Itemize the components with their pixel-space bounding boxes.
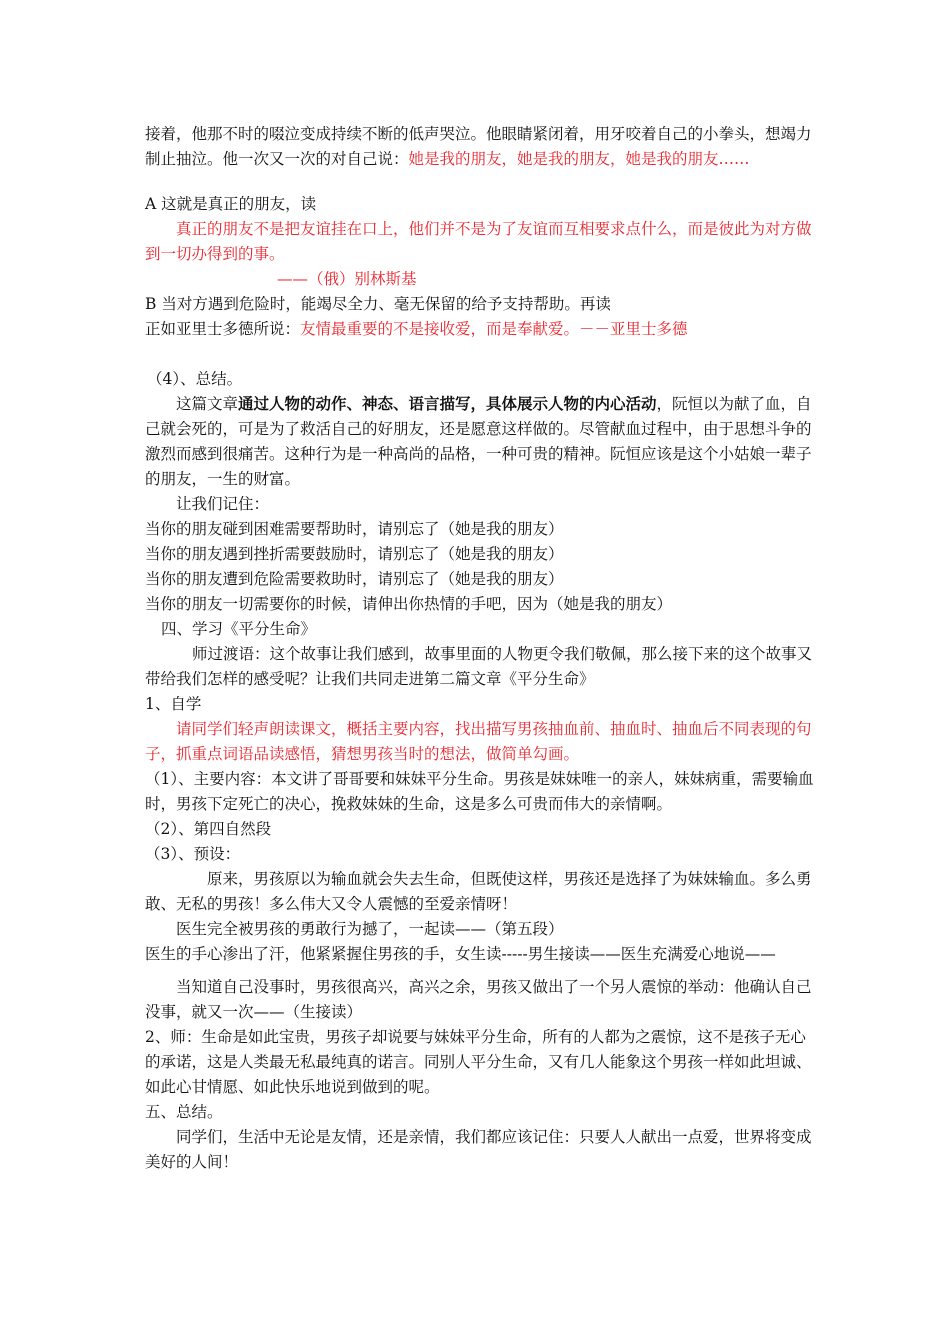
remember-line: 当你的朋友一切需要你的时候，请伸出你热情的手吧，因为（她是我的朋友） [145,595,673,613]
final-text: 同学们，生活中无论是友情，还是亲情，我们都应该记住：只要人人献出一点爱，世界将变成美好的人间！ [145,1128,812,1171]
summary-bold: 通过人物的动作、神态、语言描写，具体展示人物的内心活动 [238,395,657,413]
remember-line: 当你的朋友遇到挫折需要鼓励时，请别忘了（她是我的朋友） [145,545,564,563]
self-study-task: 请同学们轻声朗读课文，概括主要内容，找出描写男孩抽血前、抽血时、抽血后不同表现的句子，抓重点词语品读感悟，猜想男孩当时的想法，做简单勾画。 [145,720,812,763]
summary-pre: 这篇文章 [176,395,239,413]
teacher-transition: 师过渡语：这个故事让我们感到，故事里面的人物更令我们敬佩，那么接下来的这个故事又带给我们怎样的感受呢？让我们共同走进第二篇文章《平分生命》 [145,645,813,688]
point-b: B 当对方遇到危险时，能竭尽全力、毫无保留的给予支持帮助。再读 [145,295,611,313]
aristotle-line [145,317,815,342]
intro-text: 接着，他那不时的啜泣变成持续不断的低声哭泣。他眼睛紧闭着，用牙咬着自己的小拳头，想竭力制止抽泣。他一次又一次的对自己说： [145,125,812,168]
quote-belinsky: 真正的朋友不是把友谊挂在口上，他们并不是为了友谊而互相要求点什么，而是彼此为对方做到一切办得到的事。 [145,220,812,263]
quote-belinsky-attribution: ——（俄）别林斯基 [277,270,417,288]
document-page [145,122,815,1175]
self-study-heading: 1、自学 [145,695,202,713]
teacher-2: 2、师：生命是如此宝贵，男孩子却说要与妹妹平分生命，所有的人都为之震惊，这不是孩子无心的承诺，这是人类最无私最纯真的诺言。同别人平分生命，又有几人能象这个男孩一样如此坦诚、如此心甘情愿、如此快乐地说到做到的呢。 [145,1028,812,1096]
doctor-hand: 医生的手心渗出了汗，他紧紧握住男孩的手，女生读-----男生接读——医生充满爱心地说—— [145,945,776,963]
preset-text: 原来，男孩原以为输血就会失去生命，但既使这样，男孩还是选择了为妹妹输血。多么勇敢、无私的男孩！多么伟大又令人震憾的至爱亲情呀！ [145,870,812,913]
point-a: A 这就是真正的朋友，读 [145,195,317,213]
intro-red-text: 她是我的朋友，她是我的朋友，她是我的朋友…… [408,150,750,168]
remember-line: 当你的朋友碰到困难需要帮助时，请别忘了（她是我的朋友） [145,520,564,538]
aristotle-prefix: 正如亚里士多德所说： [145,320,301,338]
summary-paragraph [145,392,815,492]
item-2: （2）、第四自然段 [145,820,272,838]
intro-paragraph [145,122,815,172]
know-line: 当知道自己没事时，男孩很高兴，高兴之余，男孩又做出了一个另人震惊的举动：他确认自己没事，就又一次——（生接读） [145,978,812,1021]
aristotle-quote: 友情最重要的不是接收爱，而是奉献爱。－－亚里士多德 [300,320,688,338]
main-content: （1）、主要内容：本文讲了哥哥要和妹妹平分生命。男孩是妹妹唯一的亲人，妹妹病重，需要输血时，男孩下定死亡的决心，挽救妹妹的生命，这是多么可贵而伟大的亲情啊。 [145,770,814,813]
doctor-line: 医生完全被男孩的勇敢行为撼了，一起读——（第五段） [176,920,564,938]
summary-heading: （4）、总结。 [147,370,243,388]
item-3: （3）、预设： [145,845,241,863]
remember-intro: 让我们记住： [176,495,270,513]
summary-post: ，阮恒以为献了血，自己就会死的，可是为了救活自己的好朋友，还是愿意这样做的。尽管献血过程中，由于思想斗争的激烈而感到很痛苦。这种行为是一种高尚的品格，一种可贵的精神。阮恒应该是这个小姑娘一辈子的朋友，一生的财富。 [145,395,812,488]
remember-line: 当你的朋友遭到危险需要救助时，请别忘了（她是我的朋友） [145,570,564,588]
section4-heading: 四、学习《平分生命》 [161,620,317,638]
section5-heading: 五、总结。 [145,1103,223,1121]
